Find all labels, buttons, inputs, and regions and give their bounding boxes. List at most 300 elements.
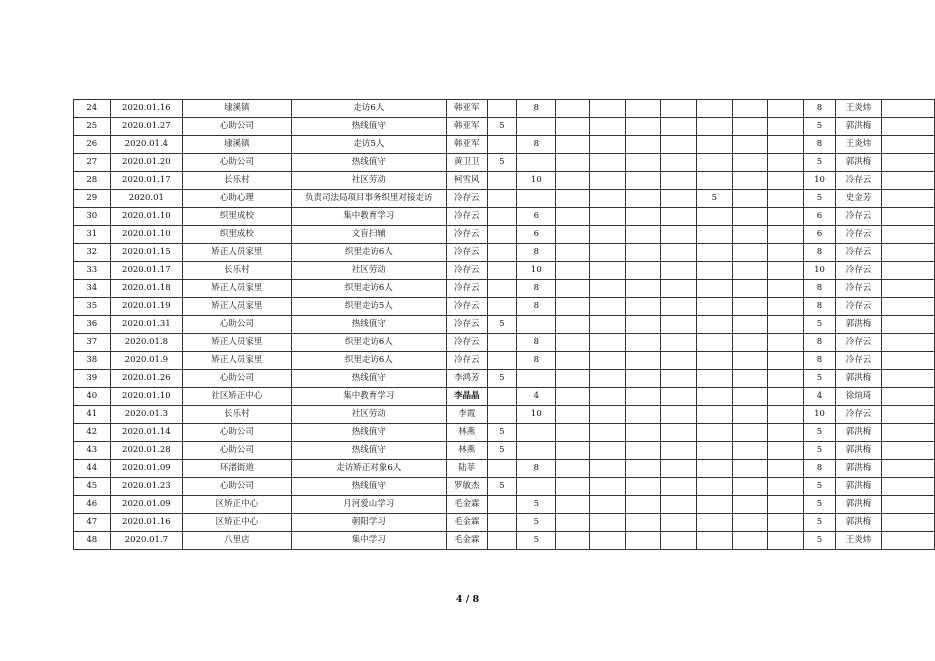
cell-volunteer-name: 冷存云 [446, 190, 487, 208]
cell-volunteer-name: 冷存云 [446, 280, 487, 298]
cell-hours-b: 6 [517, 208, 556, 226]
cell-hours-d [590, 136, 626, 154]
cell-volunteer-name: 黄卫卫 [446, 154, 487, 172]
cell-hours-e [625, 406, 661, 424]
cell-verifier: 郭洪梅 [835, 442, 881, 460]
cell-date: 2020.01.10 [110, 226, 183, 244]
cell-hours-e [625, 136, 661, 154]
cell-date: 2020.01.26 [110, 370, 183, 388]
table-row [74, 496, 935, 514]
cell-activity: 文盲扫辅 [291, 226, 446, 244]
cell-hours-g [696, 424, 732, 442]
cell-total-hours: 5 [803, 478, 835, 496]
cell-remark [882, 334, 935, 352]
cell-hours-f [661, 370, 697, 388]
cell-remark [882, 370, 935, 388]
cell-hours-e [625, 100, 661, 118]
cell-date: 2020.01 [110, 190, 183, 208]
cell-activity: 织里走访5人 [291, 298, 446, 316]
cell-hours-b: 10 [517, 262, 556, 280]
cell-row-index: 37 [74, 334, 111, 352]
cell-hours-d [590, 316, 626, 334]
cell-hours-a [487, 334, 517, 352]
cell-hours-b [517, 190, 556, 208]
cell-location: 社区矫正中心 [183, 388, 291, 406]
cell-hours-e [625, 496, 661, 514]
cell-hours-h [732, 496, 768, 514]
cell-verifier: 郭洪梅 [835, 424, 881, 442]
cell-activity: 织里走访6人 [291, 352, 446, 370]
cell-total-hours: 10 [803, 406, 835, 424]
cell-total-hours: 4 [803, 388, 835, 406]
table-row [74, 136, 935, 154]
cell-activity: 走访6人 [291, 100, 446, 118]
cell-volunteer-name: 毛金霖 [446, 514, 487, 532]
cell-remark [882, 496, 935, 514]
cell-location: 心助公司 [183, 424, 291, 442]
cell-hours-g [696, 460, 732, 478]
cell-row-index: 31 [74, 226, 111, 244]
cell-hours-g [696, 226, 732, 244]
cell-hours-h [732, 136, 768, 154]
cell-date: 2020.01.28 [110, 442, 183, 460]
cell-activity: 社区劳动 [291, 262, 446, 280]
cell-total-hours: 10 [803, 262, 835, 280]
cell-hours-h [732, 370, 768, 388]
cell-row-index: 32 [74, 244, 111, 262]
cell-hours-e [625, 208, 661, 226]
cell-verifier: 冷存云 [835, 208, 881, 226]
cell-location: 区矫正中心 [183, 514, 291, 532]
cell-hours-e [625, 280, 661, 298]
cell-hours-d [590, 496, 626, 514]
cell-remark [882, 352, 935, 370]
cell-date: 2020.01.8 [110, 334, 183, 352]
cell-total-hours: 5 [803, 118, 835, 136]
cell-hours-b: 8 [517, 298, 556, 316]
cell-hours-d [590, 352, 626, 370]
cell-hours-a: 5 [487, 424, 517, 442]
cell-date: 2020.01.27 [110, 118, 183, 136]
cell-hours-g [696, 136, 732, 154]
cell-verifier: 冷存云 [835, 172, 881, 190]
cell-hours-e [625, 532, 661, 550]
cell-activity: 走访5人 [291, 136, 446, 154]
cell-hours-b: 8 [517, 460, 556, 478]
cell-remark [882, 532, 935, 550]
cell-activity: 织里走访6人 [291, 334, 446, 352]
cell-hours-e [625, 370, 661, 388]
cell-total-hours: 5 [803, 442, 835, 460]
cell-date: 2020.01.7 [110, 532, 183, 550]
cell-hours-i [768, 262, 804, 280]
cell-hours-f [661, 154, 697, 172]
cell-total-hours: 8 [803, 334, 835, 352]
cell-location: 长乐村 [183, 406, 291, 424]
cell-hours-g [696, 514, 732, 532]
cell-hours-i [768, 424, 804, 442]
cell-hours-c [556, 406, 590, 424]
cell-volunteer-name: 冷存云 [446, 334, 487, 352]
cell-hours-i [768, 100, 804, 118]
cell-hours-a [487, 262, 517, 280]
cell-hours-e [625, 334, 661, 352]
cell-total-hours: 8 [803, 352, 835, 370]
cell-activity: 集中学习 [291, 532, 446, 550]
cell-date: 2020.01.16 [110, 100, 183, 118]
cell-hours-d [590, 478, 626, 496]
table-row [74, 190, 935, 208]
cell-hours-i [768, 334, 804, 352]
cell-remark [882, 388, 935, 406]
cell-hours-d [590, 208, 626, 226]
cell-row-index: 29 [74, 190, 111, 208]
cell-hours-b: 8 [517, 136, 556, 154]
cell-activity: 热线值守 [291, 424, 446, 442]
cell-hours-c [556, 496, 590, 514]
cell-volunteer-name: 李鸿芳 [446, 370, 487, 388]
cell-remark [882, 244, 935, 262]
cell-volunteer-name: 冷存云 [446, 262, 487, 280]
table-row [74, 478, 935, 496]
cell-activity: 朝阳学习 [291, 514, 446, 532]
cell-verifier: 冷存云 [835, 262, 881, 280]
cell-hours-a [487, 406, 517, 424]
cell-volunteer-name: 陆菲 [446, 460, 487, 478]
cell-hours-d [590, 442, 626, 460]
cell-remark [882, 442, 935, 460]
cell-hours-h [732, 532, 768, 550]
cell-hours-b: 8 [517, 100, 556, 118]
cell-activity: 集中教育学习 [291, 208, 446, 226]
cell-hours-i [768, 496, 804, 514]
cell-date: 2020.01.23 [110, 478, 183, 496]
cell-hours-i [768, 316, 804, 334]
cell-row-index: 43 [74, 442, 111, 460]
table-row [74, 118, 935, 136]
cell-hours-h [732, 352, 768, 370]
cell-hours-i [768, 406, 804, 424]
cell-activity: 热线值守 [291, 154, 446, 172]
cell-date: 2020.01.10 [110, 388, 183, 406]
table-row [74, 226, 935, 244]
cell-hours-a [487, 352, 517, 370]
cell-hours-f [661, 388, 697, 406]
cell-hours-a [487, 190, 517, 208]
cell-hours-e [625, 226, 661, 244]
cell-hours-c [556, 352, 590, 370]
cell-hours-f [661, 190, 697, 208]
cell-hours-a [487, 514, 517, 532]
cell-hours-i [768, 388, 804, 406]
cell-hours-e [625, 460, 661, 478]
cell-hours-b: 6 [517, 226, 556, 244]
cell-hours-e [625, 172, 661, 190]
cell-hours-f [661, 298, 697, 316]
cell-hours-g [696, 208, 732, 226]
cell-hours-i [768, 514, 804, 532]
cell-hours-a: 5 [487, 316, 517, 334]
cell-hours-h [732, 226, 768, 244]
cell-hours-f [661, 442, 697, 460]
cell-date: 2020.01.18 [110, 280, 183, 298]
cell-remark [882, 118, 935, 136]
cell-hours-g [696, 442, 732, 460]
cell-verifier: 史金芳 [835, 190, 881, 208]
cell-hours-h [732, 316, 768, 334]
cell-hours-h [732, 280, 768, 298]
cell-row-index: 35 [74, 298, 111, 316]
cell-hours-d [590, 190, 626, 208]
cell-hours-d [590, 406, 626, 424]
cell-hours-c [556, 280, 590, 298]
table-row [74, 406, 935, 424]
cell-location: 织里成校 [183, 208, 291, 226]
volunteer-hours-table [73, 99, 935, 550]
cell-total-hours: 8 [803, 244, 835, 262]
cell-hours-b: 10 [517, 172, 556, 190]
cell-activity: 月河爱山学习 [291, 496, 446, 514]
cell-hours-i [768, 208, 804, 226]
cell-location: 矫正人员家里 [183, 352, 291, 370]
cell-location: 矫正人员家里 [183, 280, 291, 298]
cell-hours-c [556, 118, 590, 136]
cell-hours-g [696, 100, 732, 118]
cell-verifier: 王炎炜 [835, 532, 881, 550]
cell-hours-c [556, 172, 590, 190]
cell-location: 长乐村 [183, 172, 291, 190]
cell-date: 2020.01.19 [110, 298, 183, 316]
cell-hours-d [590, 388, 626, 406]
cell-remark [882, 424, 935, 442]
cell-volunteer-name: 林燕 [446, 442, 487, 460]
cell-location: 长乐村 [183, 262, 291, 280]
table-row [74, 424, 935, 442]
cell-volunteer-name: 林燕 [446, 424, 487, 442]
cell-hours-d [590, 262, 626, 280]
cell-hours-a [487, 226, 517, 244]
cell-hours-i [768, 478, 804, 496]
cell-total-hours: 5 [803, 424, 835, 442]
cell-verifier: 冷存云 [835, 406, 881, 424]
cell-hours-h [732, 442, 768, 460]
cell-hours-c [556, 514, 590, 532]
cell-remark [882, 172, 935, 190]
cell-volunteer-name: 毛金霖 [446, 532, 487, 550]
cell-remark [882, 514, 935, 532]
cell-hours-f [661, 424, 697, 442]
cell-activity: 织里走访6人 [291, 280, 446, 298]
cell-hours-g [696, 262, 732, 280]
cell-hours-b [517, 478, 556, 496]
page-number: 4 / 8 [455, 594, 480, 605]
cell-hours-g [696, 388, 732, 406]
cell-hours-h [732, 298, 768, 316]
cell-hours-f [661, 118, 697, 136]
cell-location: 八里店 [183, 532, 291, 550]
cell-total-hours: 5 [803, 514, 835, 532]
cell-verifier: 郭洪梅 [835, 370, 881, 388]
cell-location: 埭溪镇 [183, 136, 291, 154]
table-row [74, 514, 935, 532]
cell-remark [882, 190, 935, 208]
cell-activity: 社区劳动 [291, 172, 446, 190]
cell-activity: 织里走访6人 [291, 244, 446, 262]
table-row [74, 532, 935, 550]
cell-date: 2020.01.16 [110, 514, 183, 532]
cell-hours-a [487, 244, 517, 262]
cell-location: 心助公司 [183, 118, 291, 136]
cell-hours-e [625, 298, 661, 316]
cell-hours-b: 5 [517, 514, 556, 532]
cell-row-index: 36 [74, 316, 111, 334]
cell-hours-f [661, 478, 697, 496]
cell-hours-a: 5 [487, 370, 517, 388]
cell-row-index: 30 [74, 208, 111, 226]
cell-total-hours: 6 [803, 226, 835, 244]
cell-verifier: 王炎炜 [835, 100, 881, 118]
cell-hours-f [661, 334, 697, 352]
cell-row-index: 48 [74, 532, 111, 550]
cell-hours-e [625, 244, 661, 262]
cell-volunteer-name: 李霞 [446, 406, 487, 424]
cell-hours-d [590, 298, 626, 316]
cell-hours-h [732, 208, 768, 226]
cell-hours-e [625, 190, 661, 208]
cell-volunteer-name: 冷存云 [446, 226, 487, 244]
cell-hours-h [732, 262, 768, 280]
cell-date: 2020.01.10 [110, 208, 183, 226]
cell-hours-i [768, 244, 804, 262]
cell-hours-b: 10 [517, 406, 556, 424]
cell-row-index: 25 [74, 118, 111, 136]
cell-activity: 走访矫正对象6人 [291, 460, 446, 478]
cell-hours-a [487, 172, 517, 190]
cell-hours-h [732, 334, 768, 352]
cell-location: 心助公司 [183, 154, 291, 172]
cell-location: 心助公司 [183, 370, 291, 388]
cell-hours-d [590, 172, 626, 190]
table-row [74, 442, 935, 460]
cell-hours-i [768, 154, 804, 172]
cell-row-index: 39 [74, 370, 111, 388]
cell-hours-c [556, 136, 590, 154]
cell-hours-h [732, 424, 768, 442]
cell-volunteer-name: 韩亚军 [446, 136, 487, 154]
cell-hours-d [590, 280, 626, 298]
cell-hours-d [590, 226, 626, 244]
cell-hours-c [556, 208, 590, 226]
cell-row-index: 28 [74, 172, 111, 190]
table-row [74, 208, 935, 226]
table-row [74, 352, 935, 370]
cell-volunteer-name: 罗敏杰 [446, 478, 487, 496]
cell-remark [882, 226, 935, 244]
table-row [74, 298, 935, 316]
cell-location: 矫正人员家里 [183, 244, 291, 262]
cell-location: 矫正人员家里 [183, 334, 291, 352]
cell-hours-b: 5 [517, 532, 556, 550]
cell-hours-d [590, 370, 626, 388]
cell-hours-c [556, 154, 590, 172]
cell-hours-e [625, 262, 661, 280]
cell-hours-f [661, 496, 697, 514]
cell-total-hours: 5 [803, 154, 835, 172]
cell-verifier: 冷存云 [835, 334, 881, 352]
cell-hours-c [556, 442, 590, 460]
cell-hours-i [768, 352, 804, 370]
cell-hours-i [768, 280, 804, 298]
cell-remark [882, 100, 935, 118]
cell-hours-f [661, 514, 697, 532]
table-row [74, 370, 935, 388]
cell-hours-a: 5 [487, 118, 517, 136]
cell-hours-i [768, 442, 804, 460]
cell-hours-h [732, 190, 768, 208]
cell-hours-g [696, 154, 732, 172]
cell-hours-f [661, 280, 697, 298]
cell-hours-a: 5 [487, 478, 517, 496]
cell-volunteer-name: 冷存云 [446, 208, 487, 226]
cell-date: 2020.01.14 [110, 424, 183, 442]
cell-row-index: 41 [74, 406, 111, 424]
cell-date: 2020.01.09 [110, 460, 183, 478]
cell-hours-a: 5 [487, 442, 517, 460]
cell-verifier: 冷存云 [835, 244, 881, 262]
cell-hours-c [556, 388, 590, 406]
cell-row-index: 47 [74, 514, 111, 532]
cell-hours-e [625, 388, 661, 406]
cell-hours-h [732, 514, 768, 532]
cell-hours-f [661, 172, 697, 190]
cell-activity: 负责司法局项目事务织里对接走访 [291, 190, 446, 208]
cell-date: 2020.01.31 [110, 316, 183, 334]
cell-hours-i [768, 226, 804, 244]
cell-remark [882, 154, 935, 172]
cell-hours-d [590, 244, 626, 262]
cell-hours-i [768, 460, 804, 478]
cell-hours-f [661, 262, 697, 280]
cell-location: 埭溪镇 [183, 100, 291, 118]
cell-total-hours: 5 [803, 496, 835, 514]
cell-row-index: 24 [74, 100, 111, 118]
cell-hours-f [661, 208, 697, 226]
cell-verifier: 郭洪梅 [835, 154, 881, 172]
cell-hours-i [768, 532, 804, 550]
cell-row-index: 46 [74, 496, 111, 514]
table-row [74, 388, 935, 406]
cell-verifier: 郭洪梅 [835, 496, 881, 514]
cell-hours-f [661, 532, 697, 550]
cell-date: 2020.01.3 [110, 406, 183, 424]
cell-hours-e [625, 154, 661, 172]
cell-date: 2020.01.17 [110, 172, 183, 190]
cell-hours-d [590, 100, 626, 118]
cell-verifier: 冷存云 [835, 226, 881, 244]
cell-row-index: 38 [74, 352, 111, 370]
cell-total-hours: 8 [803, 136, 835, 154]
cell-activity: 热线值守 [291, 316, 446, 334]
cell-hours-f [661, 100, 697, 118]
cell-hours-c [556, 244, 590, 262]
cell-activity: 集中教育学习 [291, 388, 446, 406]
cell-hours-b [517, 154, 556, 172]
cell-hours-c [556, 532, 590, 550]
cell-verifier: 郭洪梅 [835, 514, 881, 532]
cell-hours-i [768, 136, 804, 154]
cell-volunteer-name: 柯雪风 [446, 172, 487, 190]
cell-date: 2020.01.15 [110, 244, 183, 262]
